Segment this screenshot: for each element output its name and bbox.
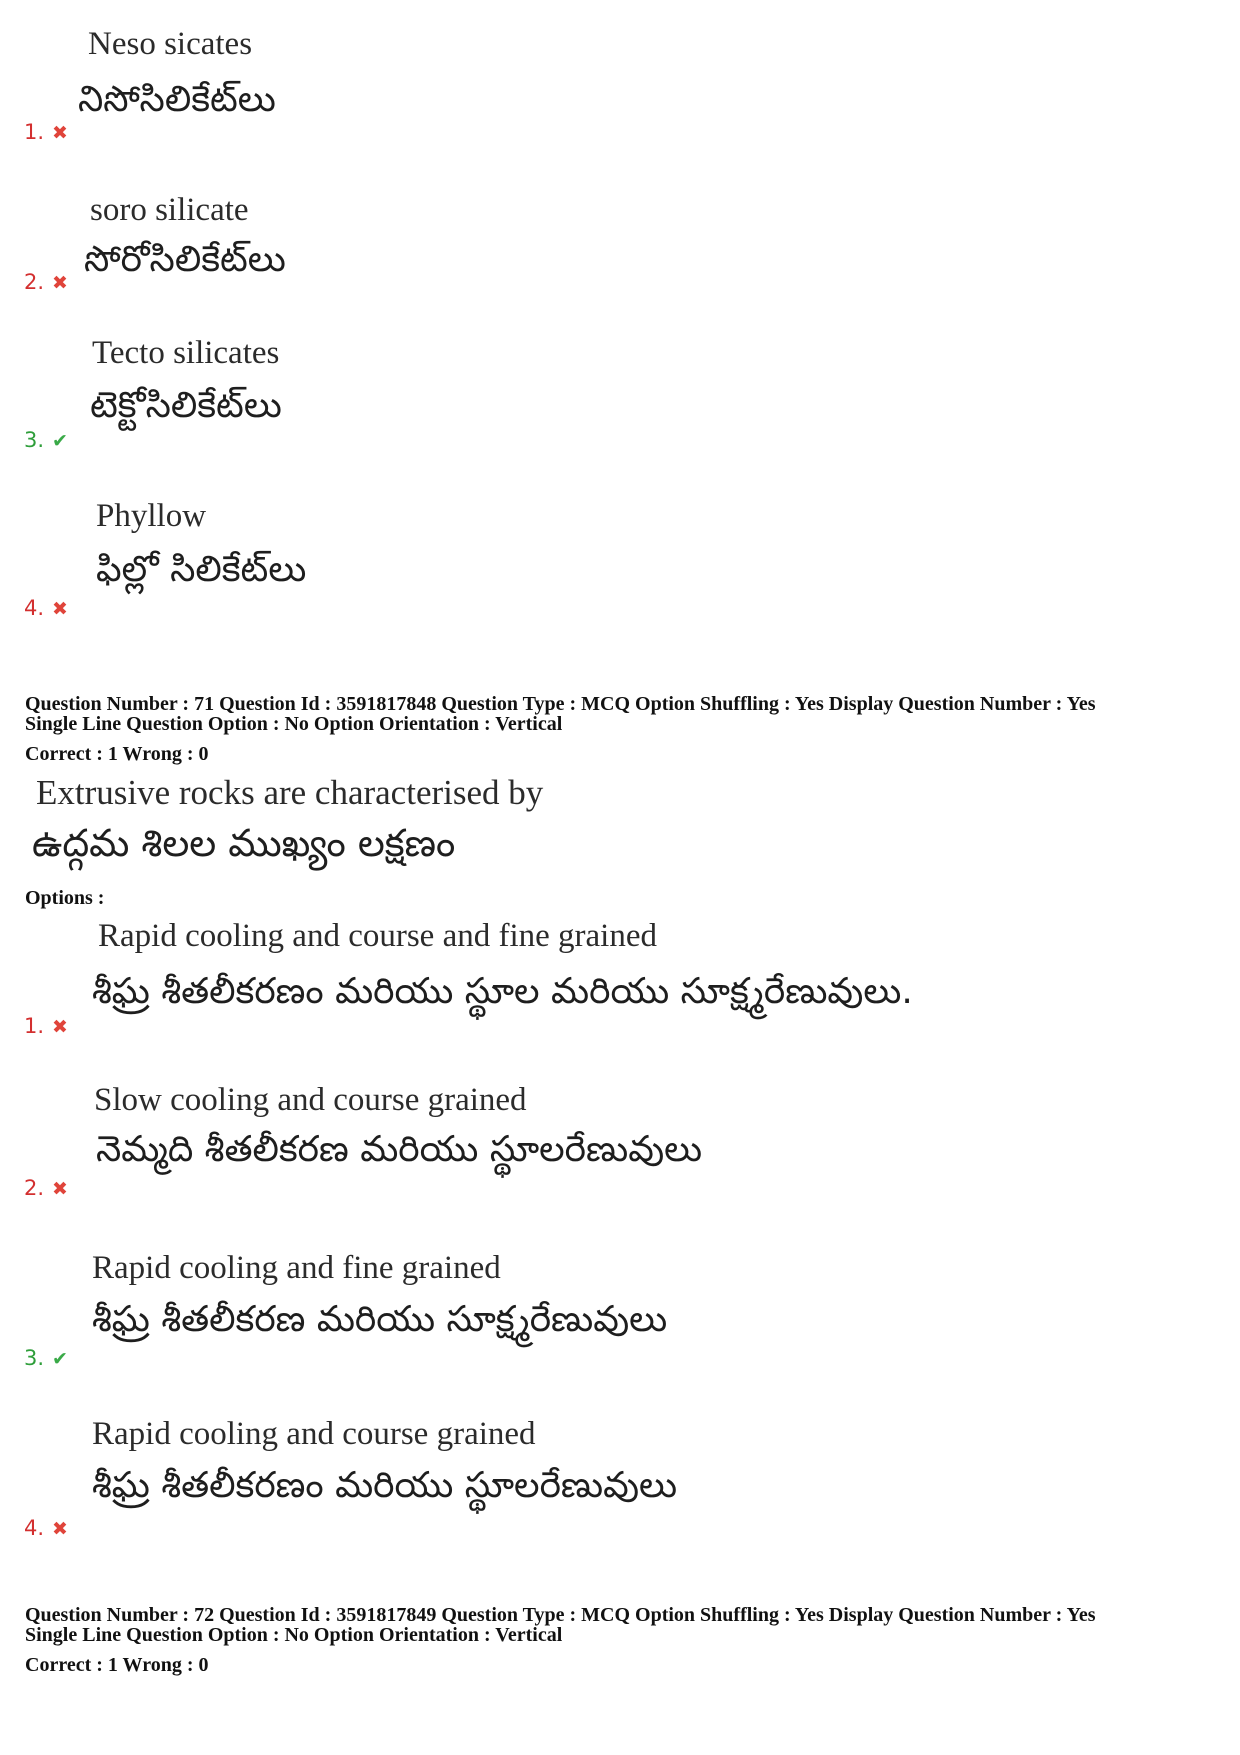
option-1-number: 1. ✖: [24, 120, 68, 144]
option-2-telugu: సోరోసిలికేట్‌లు: [84, 239, 286, 280]
q71-option-3-telugu: శీఘ్ర శీతలీకరణ మరియు సూక్ష్మరేణువులు: [92, 1299, 668, 1340]
question-meta-line-2: Single Line Question Option : No Option Orientation : Vertical: [25, 713, 563, 735]
option-3-number: 3. ✔: [24, 428, 68, 452]
option-3-english: Tecto silicates: [92, 335, 280, 371]
q71-option-4-number: 4. ✖: [24, 1516, 68, 1540]
q71-option-1-telugu: శీఘ్ర శీతలీకరణం మరియు స్థూల మరియు సూక్ష్మరేణువులు.: [92, 971, 913, 1012]
checkmark-icon: ✔: [52, 430, 68, 452]
q71-option-3-english: Rapid cooling and fine grained: [92, 1250, 501, 1286]
question-meta-line-1: Question Number : 71 Question Id : 3591817848 Question Type : MCQ Option Shuffling : Yes Display Question Number : Yes: [25, 693, 1096, 715]
option-2-number: 2. ✖: [24, 270, 68, 294]
wrong-icon: ✖: [52, 122, 68, 144]
question-text-telugu: ఉద్గమ శిలల ముఖ్యం లక్షణం: [32, 821, 456, 865]
q71-option-3-number: 3. ✔: [24, 1346, 68, 1370]
wrong-icon: ✖: [52, 1518, 68, 1540]
question-meta-line-2: Single Line Question Option : No Option Orientation : Vertical: [25, 1624, 563, 1646]
wrong-icon: ✖: [52, 1178, 68, 1200]
option-4-telugu: ఫిల్లో సిలికేట్‌లు: [96, 549, 307, 590]
wrong-icon: ✖: [52, 598, 68, 620]
option-4-english: Phyllow: [96, 498, 207, 534]
question-text-english: Extrusive rocks are characterised by: [36, 773, 544, 812]
q71-option-1-english: Rapid cooling and course and fine grained: [98, 918, 657, 954]
wrong-icon: ✖: [52, 1016, 68, 1038]
option-3-telugu: టెక్టోసిలికేట్‌లు: [90, 385, 282, 426]
q71-option-2-number: 2. ✖: [24, 1176, 68, 1200]
q71-option-1-number: 1. ✖: [24, 1014, 68, 1038]
option-1-english: Neso sicates: [88, 26, 253, 62]
q71-option-4-english: Rapid cooling and course grained: [92, 1416, 536, 1452]
question-meta-line-1: Question Number : 72 Question Id : 3591817849 Question Type : MCQ Option Shuffling : Yes Display Question Number : Yes: [25, 1604, 1096, 1626]
option-4-number: 4. ✖: [24, 596, 68, 620]
q71-option-2-english: Slow cooling and course grained: [94, 1082, 527, 1118]
options-label: Options :: [25, 887, 105, 909]
checkmark-icon: ✔: [52, 1348, 68, 1370]
question-score: Correct : 1 Wrong : 0: [25, 743, 209, 765]
wrong-icon: ✖: [52, 272, 68, 294]
question-score: Correct : 1 Wrong : 0: [25, 1654, 209, 1676]
q71-option-4-telugu: శీఘ్ర శీతలీకరణం మరియు స్థూలరేణువులు: [92, 1465, 678, 1506]
option-2-english: soro silicate: [90, 192, 249, 228]
q71-option-2-telugu: నెమ్మది శీతలీకరణ మరియు స్థూలరేణువులు: [96, 1129, 703, 1170]
option-1-telugu: నిసోసిలికేట్‌లు: [78, 79, 276, 120]
